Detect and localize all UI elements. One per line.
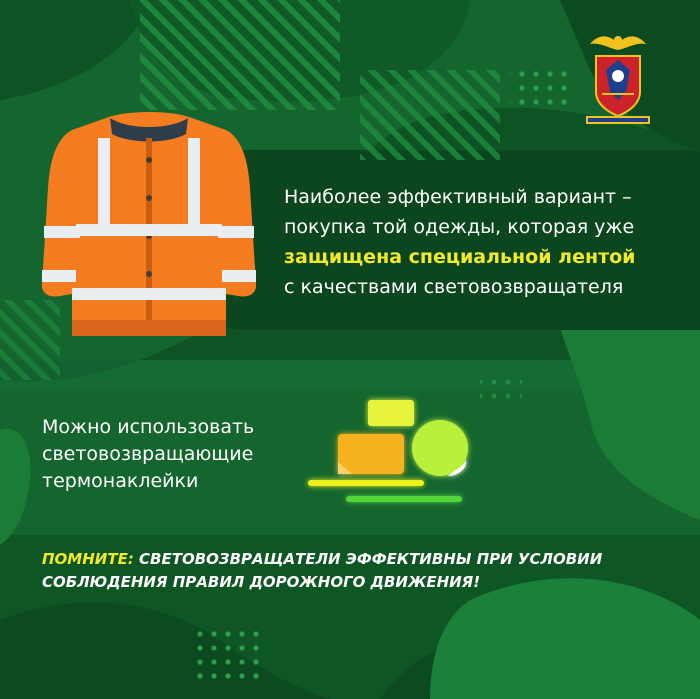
reminder-lead: ПОМНИТЕ: (42, 550, 134, 568)
clothing-line-2: покупка той одежды, которая уже (284, 216, 635, 238)
stickers-line-1: Можно использовать (42, 416, 255, 438)
clothing-highlight: защищена специальной лентой (284, 246, 636, 268)
clothing-line-4: с качествами световозвращателя (284, 276, 624, 298)
reflective-jacket-icon (36, 108, 262, 344)
clothing-line-1: Наиболее эффективный вариант – (284, 186, 632, 208)
reminder-line-1 (42, 548, 682, 571)
reminder-line-1-rest: СВЕТОВОЗВРАЩАТЕЛИ ЭФФЕКТИВНЫ ПРИ УСЛОВИИ (133, 550, 603, 568)
stickers-line-2: световозвращающие (42, 443, 254, 465)
police-emblem-icon (582, 30, 654, 128)
reflective-stickers-icon (298, 392, 474, 512)
stickers-line-3: термонаклейки (42, 470, 199, 492)
reminder-line-2: СОБЛЮДЕНИЯ ПРАВИЛ ДОРОЖНОГО ДВИЖЕНИЯ! (42, 573, 481, 591)
info-block-stickers (42, 414, 302, 495)
reminder-text (42, 548, 682, 594)
info-block-clothing (284, 182, 674, 302)
